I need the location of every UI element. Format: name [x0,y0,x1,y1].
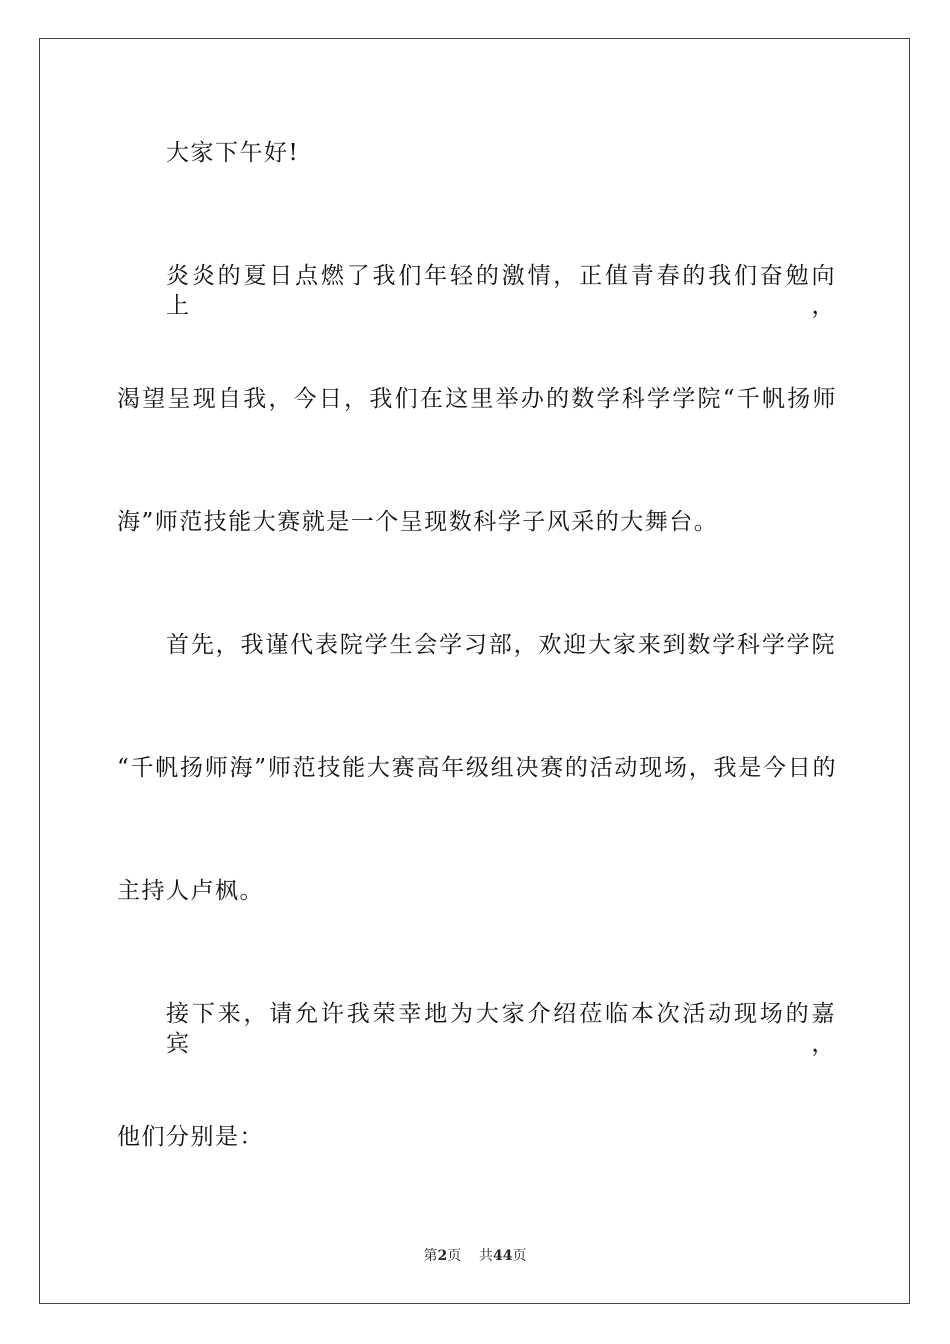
paragraph-3-line-1: 接下来，请允许我荣幸地为大家介绍莅临本次活动现场的嘉宾， [166,1001,836,1057]
paragraph-2-line-1: 首先，我谨代表院学生会学习部，欢迎大家来到数学科学学院 [166,632,836,658]
page-suffix: 页 [447,1248,462,1264]
paragraph-2-line-3: 主持人卢枫。 [117,878,264,904]
paragraph-1-line-1: 炎炎的夏日点燃了我们年轻的激情，正值青春的我们奋勉向上， [166,263,836,319]
paragraph-3-line-2: 他们分别是： [117,1124,264,1150]
page-footer [0,1246,950,1266]
page-frame [39,38,910,1304]
paragraph-2-line-2: “千帆扬师海”师范技能大赛高年级组决赛的活动现场，我是今日的 [117,755,837,781]
total-suffix: 页 [512,1248,527,1264]
paragraph-greeting: 大家下午好! [166,140,300,166]
paragraph-1-line-2: 渴望呈现自我，今日，我们在这里举办的数学科学学院“千帆扬师 [117,386,837,412]
page-prefix: 第 [423,1248,438,1264]
total-pages: 44 [493,1248,513,1264]
paragraph-1-line-3: 海”师范技能大赛就是一个呈现数科学子风采的大舞台。 [117,509,719,535]
page-number: 2 [437,1248,448,1264]
total-prefix: 共 [479,1248,494,1264]
